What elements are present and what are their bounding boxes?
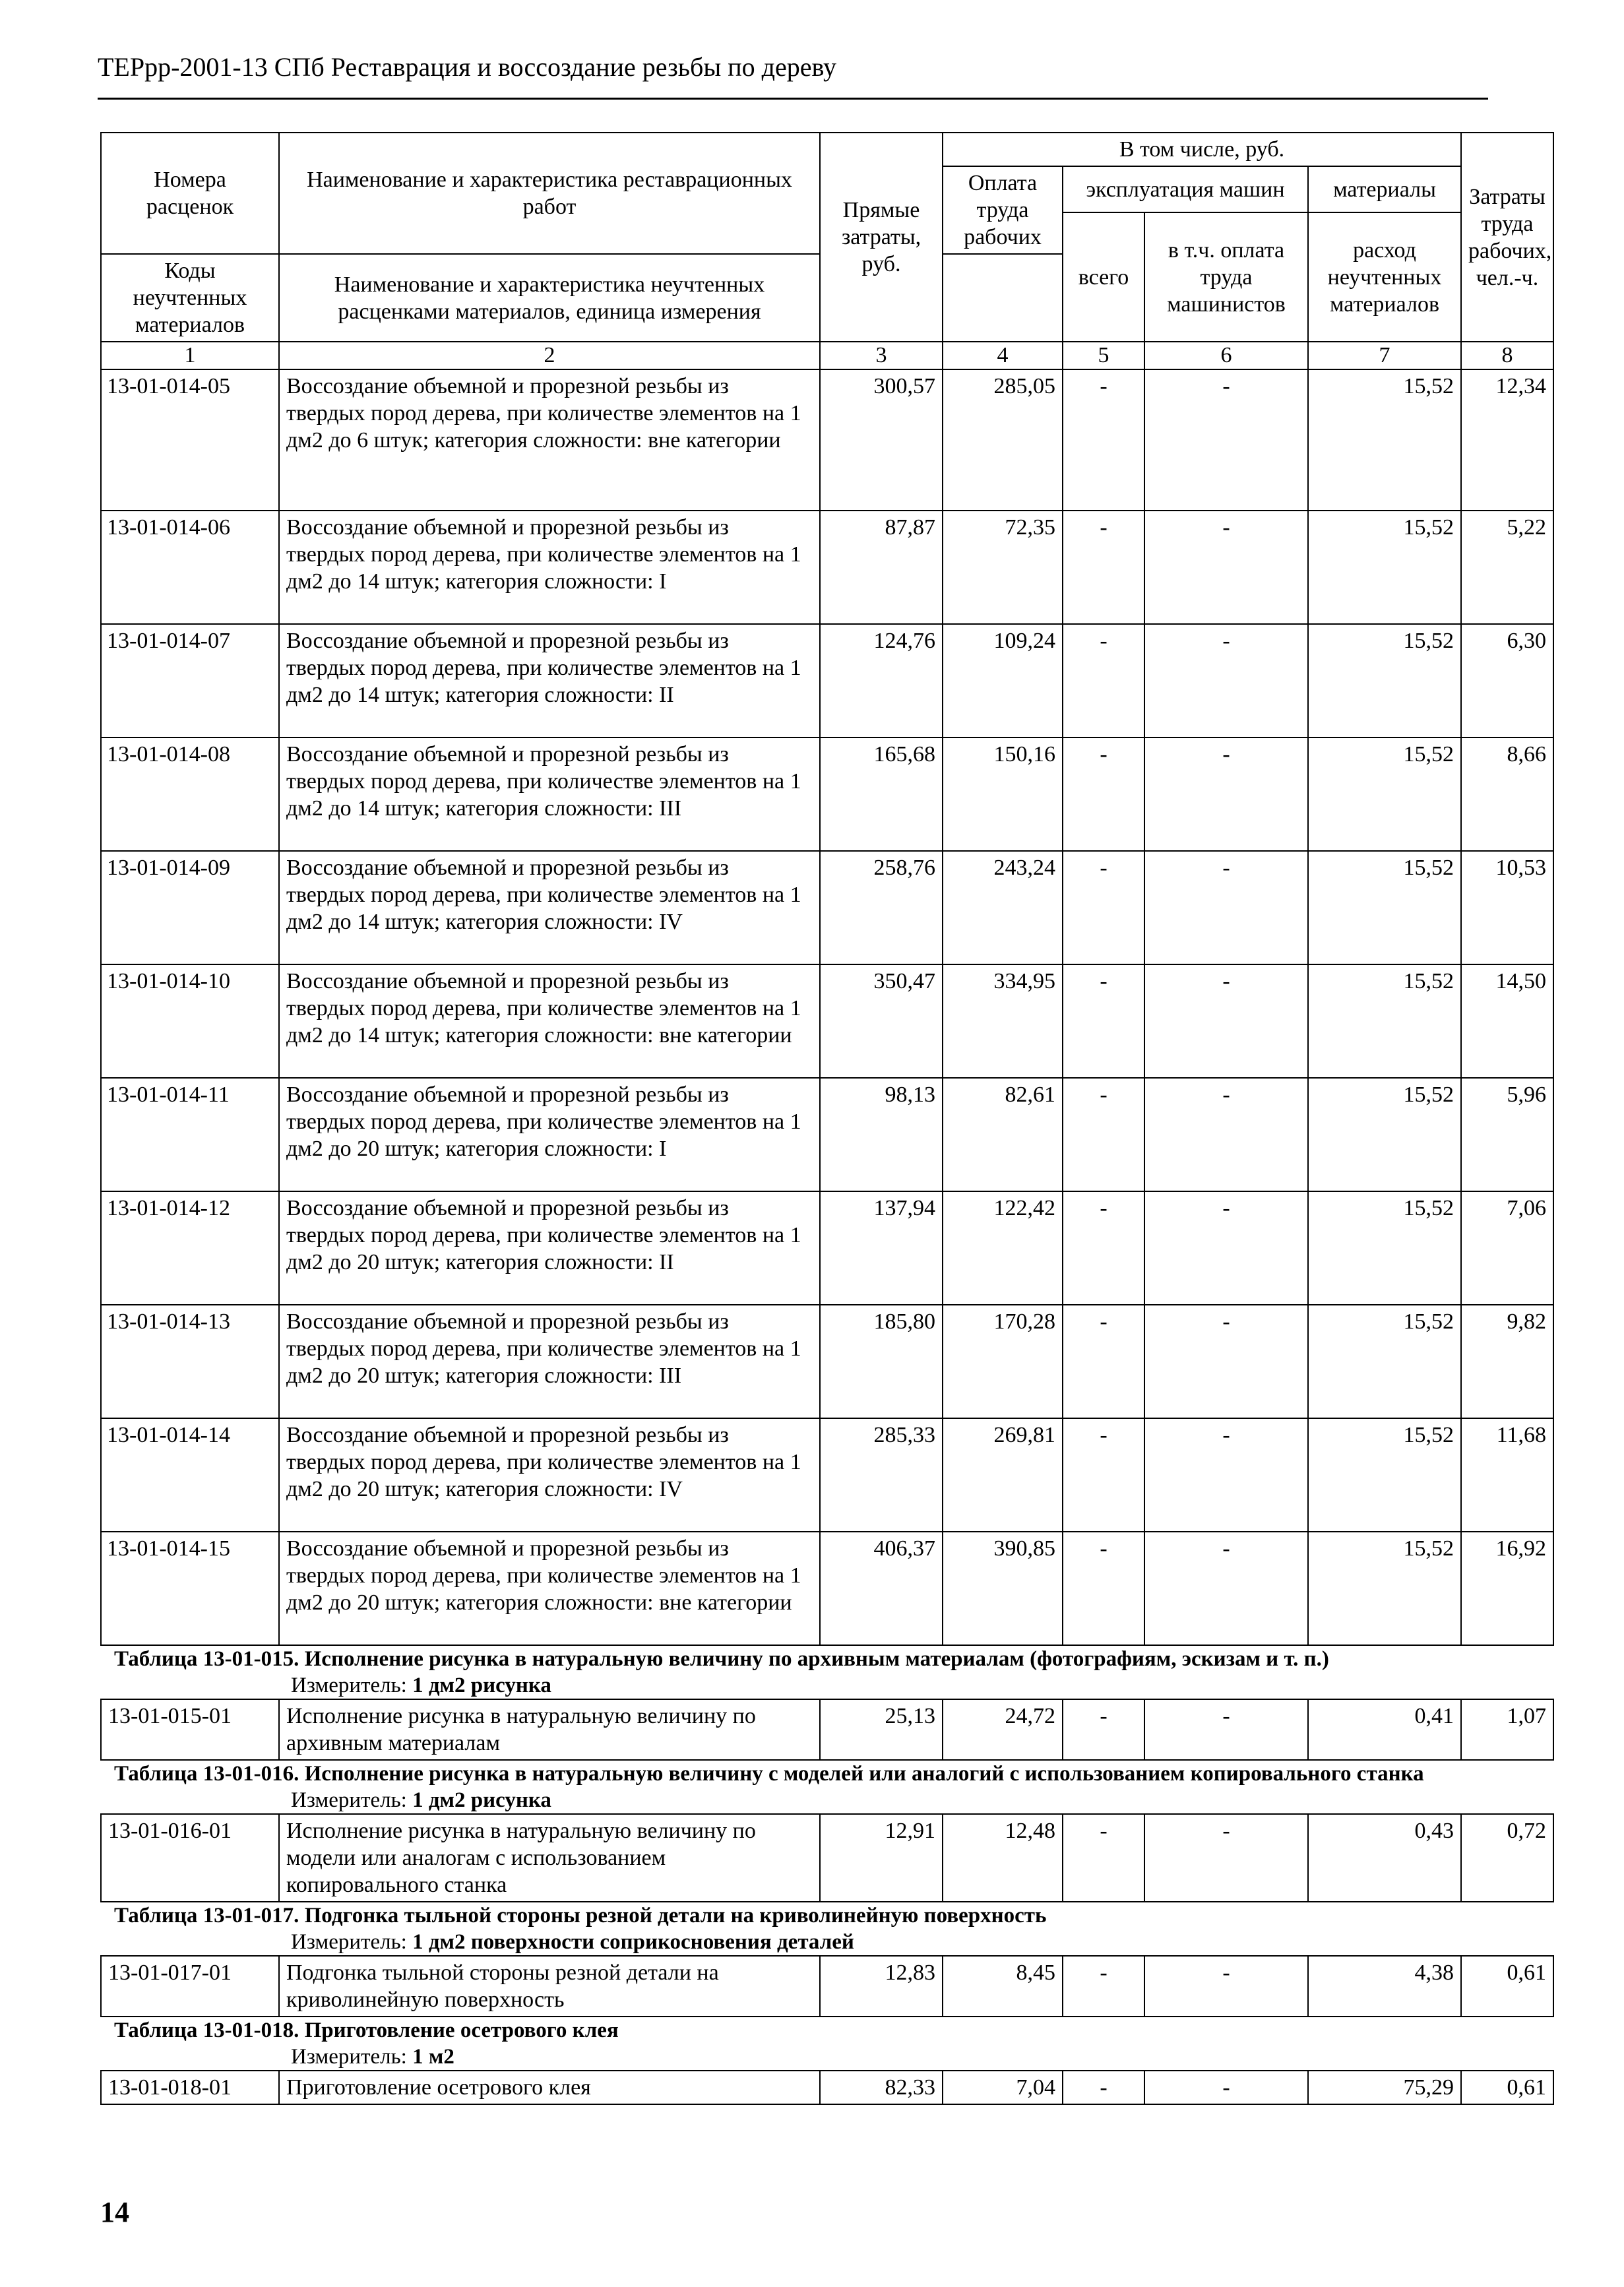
unit-label: Измеритель: bbox=[291, 1788, 407, 1812]
work-description: Воссоздание объемной и прорезной резьбы из твердых пород дерева, при количестве элементов на 1 дм2 до 14 штук; категория сложности: IV bbox=[279, 851, 820, 964]
materials-cost: 15,52 bbox=[1308, 964, 1461, 1078]
unit-label: Измеритель: bbox=[291, 2045, 407, 2069]
col-num: 7 bbox=[1308, 342, 1461, 369]
labor-hours: 5,96 bbox=[1461, 1078, 1553, 1191]
rate-code: 13-01-014-05 bbox=[101, 369, 279, 511]
labor-hours: 12,34 bbox=[1461, 369, 1553, 511]
materials-cost: 15,52 bbox=[1308, 737, 1461, 851]
table-row bbox=[101, 511, 1553, 624]
labor-pay: 390,85 bbox=[943, 1532, 1063, 1645]
col-num: 1 bbox=[101, 342, 279, 369]
table-row bbox=[101, 851, 1553, 964]
machines-total: - bbox=[1063, 851, 1144, 964]
labor-pay: 150,16 bbox=[943, 737, 1063, 851]
labor-hours: 14,50 bbox=[1461, 964, 1553, 1078]
machines-total: - bbox=[1063, 1532, 1144, 1645]
labor-hours: 16,92 bbox=[1461, 1532, 1553, 1645]
materials-cost: 15,52 bbox=[1308, 1305, 1461, 1418]
unit-value: 1 дм2 рисунка bbox=[412, 1674, 551, 1697]
work-description: Воссоздание объемной и прорезной резьбы из твердых пород дерева, при количестве элементов на 1 дм2 до 20 штук; категория сложности: II bbox=[279, 1191, 820, 1305]
header-labor-pay: Оплата труда рабочих bbox=[943, 166, 1063, 254]
unit-label: Измеритель: bbox=[291, 1674, 407, 1697]
labor-hours: 5,22 bbox=[1461, 511, 1553, 624]
machines-total: - bbox=[1063, 1956, 1144, 2017]
section-title: Таблица 13-01-017. Подгонка тыльной стороны резной детали на криволинейную поверхность bbox=[114, 1904, 1047, 1927]
machines-total: - bbox=[1063, 1418, 1144, 1532]
labor-pay: 82,61 bbox=[943, 1078, 1063, 1191]
header-code-top: Номера расценок bbox=[101, 133, 279, 254]
machinists-pay: - bbox=[1144, 737, 1308, 851]
rate-code: 13-01-018-01 bbox=[101, 2071, 279, 2104]
materials-cost: 15,52 bbox=[1308, 1191, 1461, 1305]
machinists-pay: - bbox=[1144, 1532, 1308, 1645]
header-materials: материалы bbox=[1308, 166, 1461, 212]
materials-cost: 0,41 bbox=[1308, 1699, 1461, 1760]
labor-hours: 0,61 bbox=[1461, 1956, 1553, 2017]
machinists-pay: - bbox=[1144, 1078, 1308, 1191]
labor-hours: 0,72 bbox=[1461, 1814, 1553, 1902]
labor-hours: 7,06 bbox=[1461, 1191, 1553, 1305]
direct-costs: 87,87 bbox=[820, 511, 943, 624]
rate-code: 13-01-014-13 bbox=[101, 1305, 279, 1418]
rate-code: 13-01-017-01 bbox=[101, 1956, 279, 2017]
machinists-pay: - bbox=[1144, 511, 1308, 624]
machines-total: - bbox=[1063, 369, 1144, 511]
table-row bbox=[101, 1814, 1553, 1902]
direct-costs: 12,91 bbox=[820, 1814, 943, 1902]
machinists-pay: - bbox=[1144, 964, 1308, 1078]
section-unit bbox=[101, 1929, 1553, 1956]
direct-costs: 258,76 bbox=[820, 851, 943, 964]
work-description: Приготовление осетрового клея bbox=[279, 2071, 820, 2104]
direct-costs: 25,13 bbox=[820, 1699, 943, 1760]
rate-code: 13-01-014-10 bbox=[101, 964, 279, 1078]
labor-pay: 24,72 bbox=[943, 1699, 1063, 1760]
table-row bbox=[101, 624, 1553, 737]
direct-costs: 185,80 bbox=[820, 1305, 943, 1418]
table-row bbox=[101, 2071, 1553, 2104]
header-direct-costs: Прямые затраты, руб. bbox=[820, 133, 943, 342]
direct-costs: 137,94 bbox=[820, 1191, 943, 1305]
materials-cost: 75,29 bbox=[1308, 2071, 1461, 2104]
column-numbers-row bbox=[101, 342, 1553, 369]
table-row bbox=[101, 964, 1553, 1078]
header-name-bottom: Наименование и характеристика неучтенных расценками материалов, единица измерения bbox=[279, 254, 820, 342]
rate-code: 13-01-014-07 bbox=[101, 624, 279, 737]
work-description: Воссоздание объемной и прорезной резьбы из твердых пород дерева, при количестве элементов на 1 дм2 до 6 штук; категория сложности: вне категории bbox=[279, 369, 820, 511]
direct-costs: 300,57 bbox=[820, 369, 943, 511]
work-description: Воссоздание объемной и прорезной резьбы из твердых пород дерева, при количестве элементов на 1 дм2 до 14 штук; категория сложности: III bbox=[279, 737, 820, 851]
machines-total: - bbox=[1063, 1191, 1144, 1305]
labor-pay: 243,24 bbox=[943, 851, 1063, 964]
labor-hours: 11,68 bbox=[1461, 1418, 1553, 1532]
machinists-pay: - bbox=[1144, 1956, 1308, 2017]
col-num: 8 bbox=[1461, 342, 1553, 369]
materials-cost: 15,52 bbox=[1308, 1532, 1461, 1645]
header-machines: эксплуатация машин bbox=[1063, 166, 1308, 212]
section-unit bbox=[101, 1787, 1553, 1814]
materials-cost: 0,43 bbox=[1308, 1814, 1461, 1902]
page-number: 14 bbox=[100, 2196, 129, 2228]
labor-hours: 9,82 bbox=[1461, 1305, 1553, 1418]
header-name-top: Наименование и характеристика реставрационных работ bbox=[279, 133, 820, 254]
materials-cost: 15,52 bbox=[1308, 624, 1461, 737]
table-row bbox=[101, 1078, 1553, 1191]
machinists-pay: - bbox=[1144, 624, 1308, 737]
machinists-pay: - bbox=[1144, 2071, 1308, 2104]
direct-costs: 124,76 bbox=[820, 624, 943, 737]
work-description: Воссоздание объемной и прорезной резьбы из твердых пород дерева, при количестве элементов на 1 дм2 до 20 штук; категория сложности: I bbox=[279, 1078, 820, 1191]
labor-pay: 7,04 bbox=[943, 2071, 1063, 2104]
labor-pay: 285,05 bbox=[943, 369, 1063, 511]
machines-total: - bbox=[1063, 1078, 1144, 1191]
machinists-pay: - bbox=[1144, 369, 1308, 511]
direct-costs: 285,33 bbox=[820, 1418, 943, 1532]
header-labor-pay-cont bbox=[943, 254, 1063, 342]
machines-total: - bbox=[1063, 964, 1144, 1078]
machinists-pay: - bbox=[1144, 1305, 1308, 1418]
section-title: Таблица 13-01-018. Приготовление осетрового клея bbox=[114, 2019, 619, 2042]
materials-cost: 4,38 bbox=[1308, 1956, 1461, 2017]
col-num: 6 bbox=[1144, 342, 1308, 369]
rate-code: 13-01-014-11 bbox=[101, 1078, 279, 1191]
machines-total: - bbox=[1063, 511, 1144, 624]
machines-total: - bbox=[1063, 1305, 1144, 1418]
table-row bbox=[101, 737, 1553, 851]
direct-costs: 82,33 bbox=[820, 2071, 943, 2104]
header-machinists-pay: в т.ч. оплата труда машинистов bbox=[1144, 212, 1308, 342]
table-row bbox=[101, 1191, 1553, 1305]
labor-hours: 0,61 bbox=[1461, 2071, 1553, 2104]
table-row bbox=[101, 1418, 1553, 1532]
col-num: 2 bbox=[279, 342, 820, 369]
col-num: 5 bbox=[1063, 342, 1144, 369]
rate-code: 13-01-015-01 bbox=[101, 1699, 279, 1760]
labor-pay: 8,45 bbox=[943, 1956, 1063, 2017]
rates-table bbox=[100, 132, 1554, 2105]
labor-pay: 170,28 bbox=[943, 1305, 1063, 1418]
rate-code: 13-01-014-12 bbox=[101, 1191, 279, 1305]
labor-hours: 6,30 bbox=[1461, 624, 1553, 737]
materials-cost: 15,52 bbox=[1308, 369, 1461, 511]
rate-code: 13-01-014-09 bbox=[101, 851, 279, 964]
direct-costs: 406,37 bbox=[820, 1532, 943, 1645]
machinists-pay: - bbox=[1144, 1699, 1308, 1760]
machinists-pay: - bbox=[1144, 851, 1308, 964]
work-description: Воссоздание объемной и прорезной резьбы из твердых пород дерева, при количестве элементов на 1 дм2 до 14 штук; категория сложности: I bbox=[279, 511, 820, 624]
machines-total: - bbox=[1063, 2071, 1144, 2104]
header-group: В том числе, руб. bbox=[943, 133, 1461, 166]
col-num: 4 bbox=[943, 342, 1063, 369]
machines-total: - bbox=[1063, 1699, 1144, 1760]
labor-pay: 334,95 bbox=[943, 964, 1063, 1078]
work-description: Воссоздание объемной и прорезной резьбы из твердых пород дерева, при количестве элементов на 1 дм2 до 20 штук; категория сложности: вне категории bbox=[279, 1532, 820, 1645]
labor-pay: 12,48 bbox=[943, 1814, 1063, 1902]
title-divider bbox=[98, 98, 1488, 100]
table-row bbox=[101, 1956, 1553, 2017]
labor-hours: 1,07 bbox=[1461, 1699, 1553, 1760]
rate-code: 13-01-014-08 bbox=[101, 737, 279, 851]
unit-value: 1 дм2 поверхности соприкосновения деталей bbox=[412, 1930, 854, 1954]
materials-cost: 15,52 bbox=[1308, 851, 1461, 964]
work-description: Воссоздание объемной и прорезной резьбы из твердых пород дерева, при количестве элементов на 1 дм2 до 14 штук; категория сложности: вне категории bbox=[279, 964, 820, 1078]
direct-costs: 12,83 bbox=[820, 1956, 943, 2017]
rate-code: 13-01-014-14 bbox=[101, 1418, 279, 1532]
direct-costs: 165,68 bbox=[820, 737, 943, 851]
unit-value: 1 дм2 рисунка bbox=[412, 1788, 551, 1812]
col-num: 3 bbox=[820, 342, 943, 369]
header-code-bottom: Коды неучтенных материалов bbox=[101, 254, 279, 342]
rate-code: 13-01-014-06 bbox=[101, 511, 279, 624]
work-description: Воссоздание объемной и прорезной резьбы из твердых пород дерева, при количестве элементов на 1 дм2 до 20 штук; категория сложности: III bbox=[279, 1305, 820, 1418]
rate-code: 13-01-014-15 bbox=[101, 1532, 279, 1645]
table-row bbox=[101, 369, 1553, 511]
work-description: Подгонка тыльной стороны резной детали на криволинейную поверхность bbox=[279, 1956, 820, 2017]
header-machines-total: всего bbox=[1063, 212, 1144, 342]
materials-cost: 15,52 bbox=[1308, 1078, 1461, 1191]
machinists-pay: - bbox=[1144, 1418, 1308, 1532]
labor-pay: 122,42 bbox=[943, 1191, 1063, 1305]
section-title: Таблица 13-01-015. Исполнение рисунка в натуральную величину по архивным материалам (фотографиям, эскизам и т. п.) bbox=[114, 1647, 1329, 1671]
document-title: ТЕРрр-2001-13 СПб Реставрация и воссоздание резьбы по дереву bbox=[98, 52, 837, 82]
machines-total: - bbox=[1063, 737, 1144, 851]
rate-code: 13-01-016-01 bbox=[101, 1814, 279, 1902]
work-description: Воссоздание объемной и прорезной резьбы из твердых пород дерева, при количестве элементов на 1 дм2 до 20 штук; категория сложности: IV bbox=[279, 1418, 820, 1532]
machines-total: - bbox=[1063, 624, 1144, 737]
labor-pay: 72,35 bbox=[943, 511, 1063, 624]
work-description: Исполнение рисунка в натуральную величину по архивным материалам bbox=[279, 1699, 820, 1760]
materials-cost: 15,52 bbox=[1308, 1418, 1461, 1532]
work-description: Воссоздание объемной и прорезной резьбы из твердых пород дерева, при количестве элементов на 1 дм2 до 14 штук; категория сложности: II bbox=[279, 624, 820, 737]
unit-label: Измеритель: bbox=[291, 1930, 407, 1954]
labor-pay: 269,81 bbox=[943, 1418, 1063, 1532]
machines-total: - bbox=[1063, 1814, 1144, 1902]
work-description: Исполнение рисунка в натуральную величину по модели или аналогам с использованием копировального станка bbox=[279, 1814, 820, 1902]
unit-value: 1 м2 bbox=[412, 2045, 454, 2069]
labor-pay: 109,24 bbox=[943, 624, 1063, 737]
table-row bbox=[101, 1532, 1553, 1645]
table-row bbox=[101, 1305, 1553, 1418]
section-unit bbox=[101, 1672, 1553, 1699]
machinists-pay: - bbox=[1144, 1814, 1308, 1902]
direct-costs: 350,47 bbox=[820, 964, 943, 1078]
direct-costs: 98,13 bbox=[820, 1078, 943, 1191]
table-row bbox=[101, 1699, 1553, 1760]
section-title: Таблица 13-01-016. Исполнение рисунка в натуральную величину с моделей или аналогий с использованием копировального станка bbox=[114, 1762, 1424, 1786]
machinists-pay: - bbox=[1144, 1191, 1308, 1305]
section-unit bbox=[101, 2044, 1553, 2071]
materials-cost: 15,52 bbox=[1308, 511, 1461, 624]
header-labor-hours: Затраты труда рабочих, чел.-ч. bbox=[1461, 133, 1553, 342]
header-materials-consumption: расход неучтенных материалов bbox=[1308, 212, 1461, 342]
labor-hours: 8,66 bbox=[1461, 737, 1553, 851]
labor-hours: 10,53 bbox=[1461, 851, 1553, 964]
